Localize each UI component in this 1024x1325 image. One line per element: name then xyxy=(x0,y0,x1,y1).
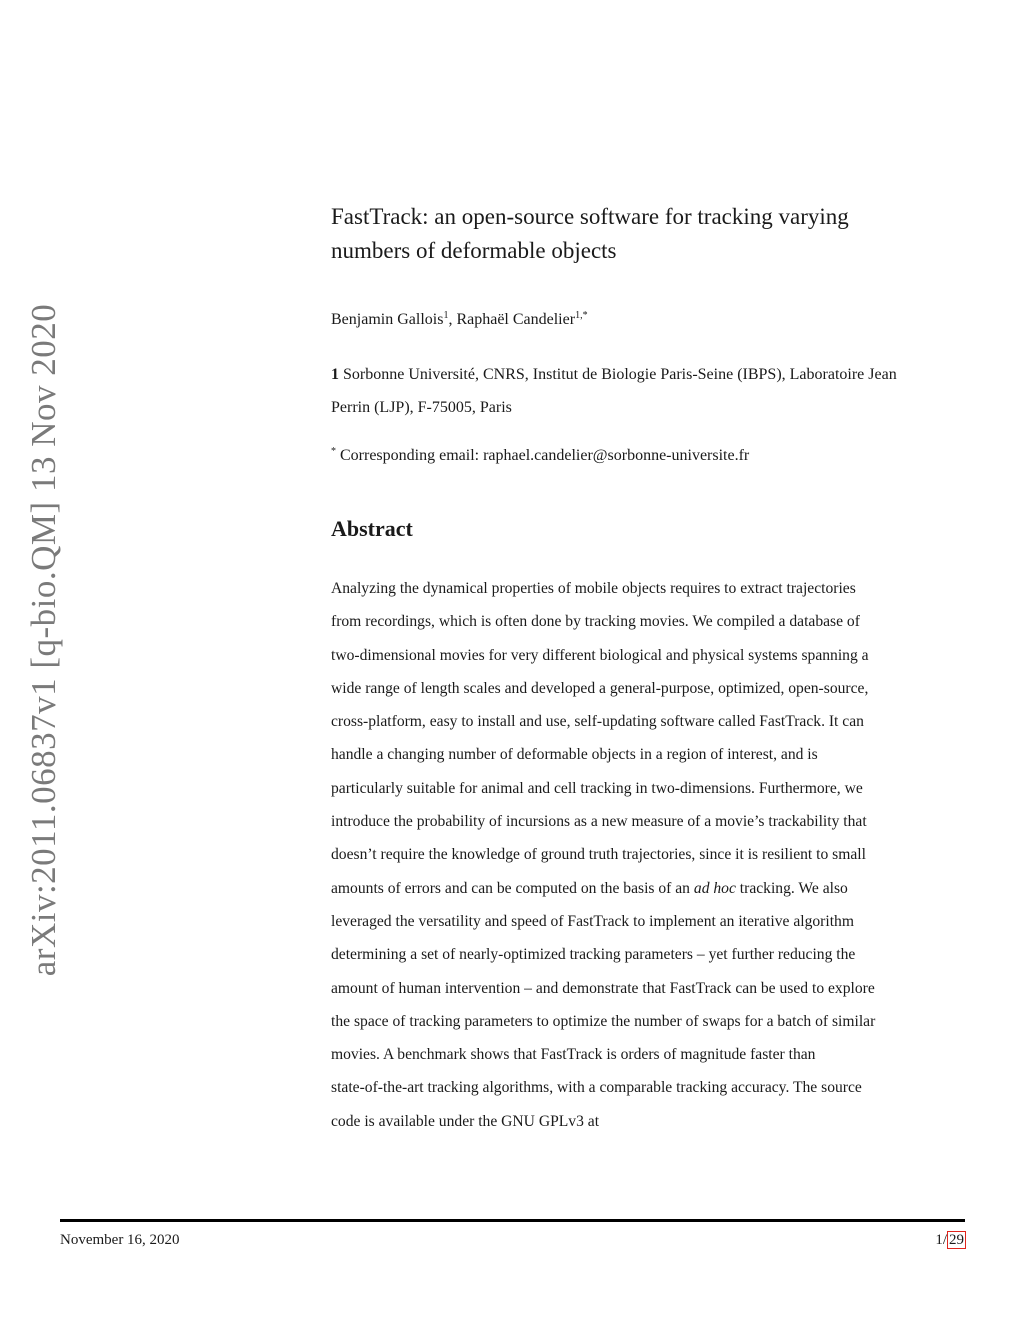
affiliation-number: 1 xyxy=(331,366,339,383)
paper-title-line-2: numbers of deformable objects xyxy=(331,238,617,263)
paper-title xyxy=(331,200,971,268)
corresponding-author xyxy=(331,444,971,468)
abstract-line: handle a changing number of deformable objects in a region of interest, and is xyxy=(331,746,818,764)
author-affiliation-mark: 1,* xyxy=(575,310,588,321)
arxiv-identifier-stamp: arXiv:2011.06837v1 [q-bio.QM] 13 Nov 2020 xyxy=(24,303,63,977)
abstract-line: leveraged the versatility and speed of FastTrack to implement an iterative algorithm xyxy=(331,912,854,930)
affiliation xyxy=(331,358,971,424)
abstract-line: amount of human intervention – and demonstrate that FastTrack can be used to explore xyxy=(331,979,875,997)
page-number xyxy=(935,1232,966,1249)
page-total-link[interactable]: 29 xyxy=(949,1232,964,1248)
abstract-line: cross-platform, easy to install and use, self-updating software called FastTrack. It can xyxy=(331,713,864,731)
abstract-body xyxy=(331,572,971,1138)
corresponding-mark: * xyxy=(331,446,336,457)
abstract-line: Analyzing the dynamical properties of mobile objects requires to extract trajectories xyxy=(331,580,856,597)
abstract-line: code is available under the GNU GPLv3 at xyxy=(331,1112,600,1130)
author-separator: , xyxy=(448,311,457,328)
paper-content xyxy=(331,200,971,1138)
abstract-line: introduce the probability of incursions as a new measure of a movie’s trackability that xyxy=(331,813,867,831)
corresponding-email: Corresponding email: raphael.candelier@sorbonne-universite.fr xyxy=(340,447,750,464)
abstract-line: determining a set of nearly-optimized tracking parameters – yet further reducing the xyxy=(331,946,856,964)
abstract-italic-term: ad hoc xyxy=(693,879,736,897)
author-name: Benjamin Gallois xyxy=(331,311,444,328)
author-name: Raphaël Candelier xyxy=(456,311,576,328)
abstract-line: particularly suitable for animal and cell tracking in two-dimensions. Furthermore, we xyxy=(331,779,863,797)
abstract-line: state-of-the-art tracking algorithms, with a comparable tracking accuracy. The source xyxy=(331,1079,862,1097)
paper-title-line-1: FastTrack: an open-source software for tracking varying xyxy=(331,204,849,229)
abstract-line: from recordings, which is often done by tracking movies. We compiled a database of xyxy=(331,613,860,631)
author-affiliation-mark: 1 xyxy=(443,310,449,321)
abstract-line: amounts of errors and can be computed on the basis of an xyxy=(331,879,694,897)
abstract-line: the space of tracking parameters to optimize the number of swaps for a batch of similar xyxy=(331,1012,876,1030)
affiliation-line-2: Perrin (LJP), F-75005, Paris xyxy=(331,399,512,416)
abstract-heading: Abstract xyxy=(331,516,413,541)
abstract-line: movies. A benchmark shows that FastTrack is orders of magnitude faster than xyxy=(331,1046,816,1064)
abstract-line: two-dimensional movies for very different biological and physical systems spanning a xyxy=(331,646,869,664)
abstract-line: wide range of length scales and developed a general-purpose, optimized, open-source, xyxy=(331,679,869,697)
footer-divider xyxy=(60,1219,965,1222)
affiliation-line-1: Sorbonne Université, CNRS, Institut de Biologie Paris-Seine (IBPS), Laboratoire Jean xyxy=(343,366,897,383)
author-list xyxy=(331,308,971,332)
abstract-line: tracking. We also xyxy=(735,879,848,897)
abstract-line: doesn’t require the knowledge of ground truth trajectories, since it is resilient to small xyxy=(331,846,866,864)
footer-date: November 16, 2020 xyxy=(60,1232,180,1248)
page-current: 1/ xyxy=(935,1232,947,1248)
